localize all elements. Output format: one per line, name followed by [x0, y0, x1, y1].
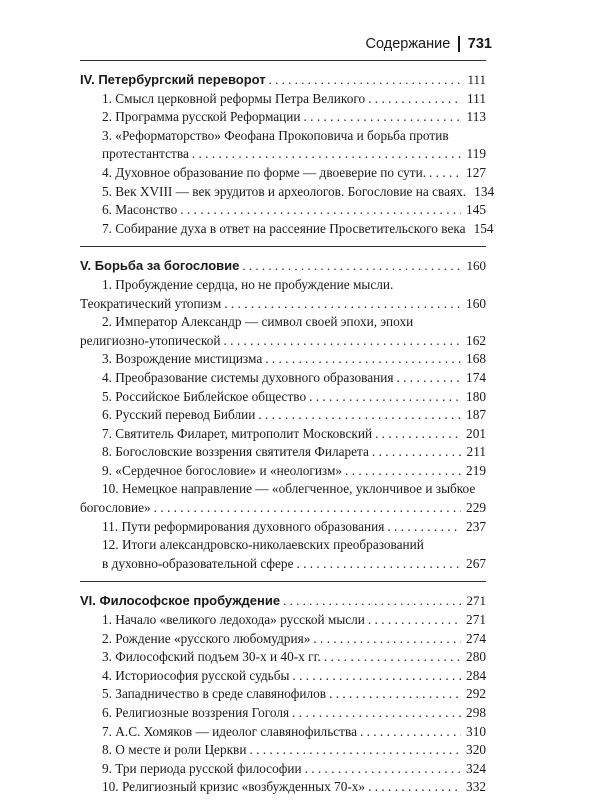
leader-dots	[249, 741, 461, 760]
entry-title: 1. Смысл церковной реформы Петра Великого	[102, 90, 366, 106]
entry-title: 4. Преобразование системы духовного образования	[102, 369, 394, 385]
entry-title: 7. А.С. Хомяков — идеолог славянофильства	[102, 723, 357, 739]
entry-page: 145	[466, 202, 486, 218]
toc-entry	[80, 518, 486, 537]
entry-title: 9. Три периода русской философии	[102, 760, 302, 776]
toc-entry	[80, 462, 486, 481]
leader-dots	[368, 611, 461, 630]
entry-page: 292	[466, 686, 486, 702]
entry-page: 219	[466, 462, 486, 478]
running-header	[366, 36, 492, 52]
toc-entry	[80, 183, 495, 202]
leader-dots	[309, 388, 461, 407]
toc-entry	[80, 667, 486, 686]
toc-entry-line	[80, 536, 486, 555]
entry-page: 154	[473, 220, 494, 236]
toc-entry	[80, 630, 486, 649]
entry-title: 3. Возрождение мистицизма	[102, 351, 263, 367]
entry-title: 9. «Сердечное богословие» и «неологизм»	[102, 462, 343, 478]
entry-page: 332	[466, 779, 486, 795]
entry-page: 180	[466, 388, 486, 404]
leader-dots	[305, 760, 461, 779]
toc-entry	[80, 369, 486, 388]
entry-title: 12. Итоги александровско-николаевских преобразований	[102, 537, 424, 553]
entry-page: 320	[466, 742, 486, 758]
leader-dots	[387, 518, 461, 537]
entry-page: 310	[466, 723, 486, 739]
toc-entry-continuation	[80, 555, 486, 574]
entry-title: 2. Император Александр — символ своей эпохи, эпохи	[102, 314, 414, 330]
entry-title: 3. «Реформаторство» Феофана Прокоповича и борьба против	[102, 127, 449, 143]
entry-title: Теократический утопизм	[80, 295, 222, 311]
leader-dots	[192, 145, 461, 164]
entry-title: 7. Святитель Филарет, митрополит Московский	[102, 425, 373, 441]
entry-title: 7. Собирание духа в ответ на рассеяние Просветительского века	[102, 220, 466, 236]
toc-entry-continuation	[80, 332, 486, 351]
entry-title: 6. Русский перевод Библии	[102, 407, 256, 423]
entry-title: 10. Религиозный кризис «возбужденных 70-х»	[102, 779, 366, 795]
entry-title: 4. Духовное образование по форме — двоеверие по сути.	[102, 164, 427, 180]
entry-title: религиозно-утопической	[80, 332, 221, 348]
leader-dots	[154, 499, 461, 518]
toc-entry-line	[80, 480, 486, 499]
entry-page: 113	[466, 109, 486, 125]
toc-entry	[80, 350, 486, 369]
toc-section	[80, 61, 495, 246]
section-page: 160	[466, 258, 486, 274]
entry-title: 2. Рождение «русского любомудрия»	[102, 630, 311, 646]
entry-title: богословие»	[80, 500, 151, 516]
leader-dots	[283, 592, 461, 611]
leader-dots	[375, 425, 461, 444]
toc-entry	[80, 741, 486, 760]
toc-entry-continuation	[80, 295, 486, 314]
entry-page: 237	[466, 518, 486, 534]
section-title: VI. Философское пробуждение	[80, 593, 281, 609]
entry-page: 274	[466, 630, 486, 646]
entry-page: 111	[467, 90, 486, 106]
entry-page: 211	[466, 444, 486, 460]
header-separator	[458, 36, 460, 52]
entry-page: 160	[466, 295, 486, 311]
toc-entry	[80, 201, 486, 220]
entry-page: 324	[466, 760, 486, 776]
entry-page: 229	[466, 500, 486, 516]
leader-dots	[429, 164, 461, 183]
leader-dots	[180, 201, 461, 220]
leader-dots	[329, 685, 461, 704]
section-heading	[80, 257, 486, 276]
entry-title: 11. Пути реформирования духовного образования	[102, 518, 385, 534]
entry-title: 8. Богословские воззрения святителя Филарета	[102, 444, 369, 460]
section-heading	[80, 71, 486, 90]
toc-entry-continuation	[80, 145, 486, 164]
section-page: 111	[467, 72, 486, 87]
section-page: 271	[466, 593, 486, 609]
toc-entry	[80, 388, 486, 407]
entry-title: протестантства	[102, 146, 189, 162]
toc-entry	[80, 648, 486, 667]
toc-entry	[80, 90, 486, 109]
toc-entry	[80, 220, 494, 239]
entry-page: 127	[466, 164, 486, 180]
leader-dots	[368, 90, 461, 109]
leader-dots	[269, 71, 461, 90]
leader-dots	[324, 648, 461, 667]
entry-title: 8. О месте и роли Церкви	[102, 742, 247, 758]
toc-entry	[80, 611, 486, 630]
leader-dots	[360, 723, 461, 742]
entry-title: 5. Российское Библейское общество	[102, 388, 307, 404]
leader-dots	[397, 369, 462, 388]
entry-title: 4. Историософия русской судьбы	[102, 667, 290, 683]
header-page-number: 731	[467, 36, 492, 52]
toc-entry	[80, 760, 486, 779]
entry-title: в духовно-образовательной сфере	[102, 555, 294, 571]
entry-page: 284	[466, 667, 486, 683]
toc-entry-line	[80, 127, 486, 146]
entry-page: 280	[466, 649, 486, 665]
leader-dots	[292, 704, 461, 723]
entry-page: 201	[466, 425, 486, 441]
table-of-contents	[80, 60, 495, 805]
leader-dots	[265, 350, 461, 369]
entry-page: 267	[466, 555, 486, 571]
leader-dots	[224, 295, 461, 314]
leader-dots	[313, 630, 461, 649]
entry-title: 6. Масонство	[102, 202, 178, 218]
entry-title: 1. Начало «великого ледохода» русской мысли	[102, 612, 365, 628]
leader-dots	[372, 443, 461, 462]
leader-dots	[242, 257, 461, 276]
toc-entry-continuation	[80, 499, 486, 518]
header-label: Содержание	[365, 36, 451, 52]
toc-entry	[80, 164, 486, 183]
toc-entry-line	[80, 276, 486, 295]
entry-page: 119	[466, 146, 486, 162]
entry-page: 168	[466, 351, 486, 367]
entry-title: 1. Пробуждение сердца, но не пробуждение мысли.	[102, 276, 394, 292]
toc-entry	[80, 704, 486, 723]
leader-dots	[345, 462, 461, 481]
entry-page: 162	[466, 332, 486, 348]
toc-entry	[80, 425, 486, 444]
leader-dots	[368, 778, 461, 797]
toc-entry	[80, 108, 486, 127]
entry-title: 5. Западничество в среде славянофилов	[102, 686, 327, 702]
toc-entry	[80, 778, 486, 797]
toc-entry-line	[80, 313, 486, 332]
leader-dots	[292, 667, 461, 686]
entry-title: 6. Религиозные воззрения Гоголя	[102, 705, 290, 720]
entry-page: 134	[474, 183, 495, 199]
leader-dots	[296, 555, 461, 574]
entry-page: 271	[466, 612, 486, 628]
leader-dots	[224, 332, 461, 351]
leader-dots	[304, 108, 461, 127]
toc-entry	[80, 406, 486, 425]
toc-entry	[80, 723, 486, 742]
toc-entry	[80, 443, 486, 462]
toc-section	[80, 582, 486, 805]
toc-entry	[80, 685, 486, 704]
entry-title: 5. Век XVIII — век эрудитов и археологов. Богословие на сваях.	[102, 183, 467, 199]
section-title: V. Борьба за богословие	[80, 258, 240, 274]
toc-section	[80, 247, 486, 581]
section-title: IV. Петербургский переворот	[80, 72, 266, 87]
entry-title: 3. Философский подъем 30-х и 40-х гг.	[102, 649, 321, 665]
entry-title: 2. Программа русской Реформации	[102, 109, 301, 125]
entry-title: 10. Немецкое направление — «облегченное, уклончивое и зыбкое	[102, 481, 476, 497]
entry-page: 187	[466, 407, 486, 423]
entry-page: 298	[466, 705, 486, 720]
section-heading	[80, 592, 486, 611]
leader-dots	[258, 406, 461, 425]
entry-page: 174	[466, 369, 486, 385]
